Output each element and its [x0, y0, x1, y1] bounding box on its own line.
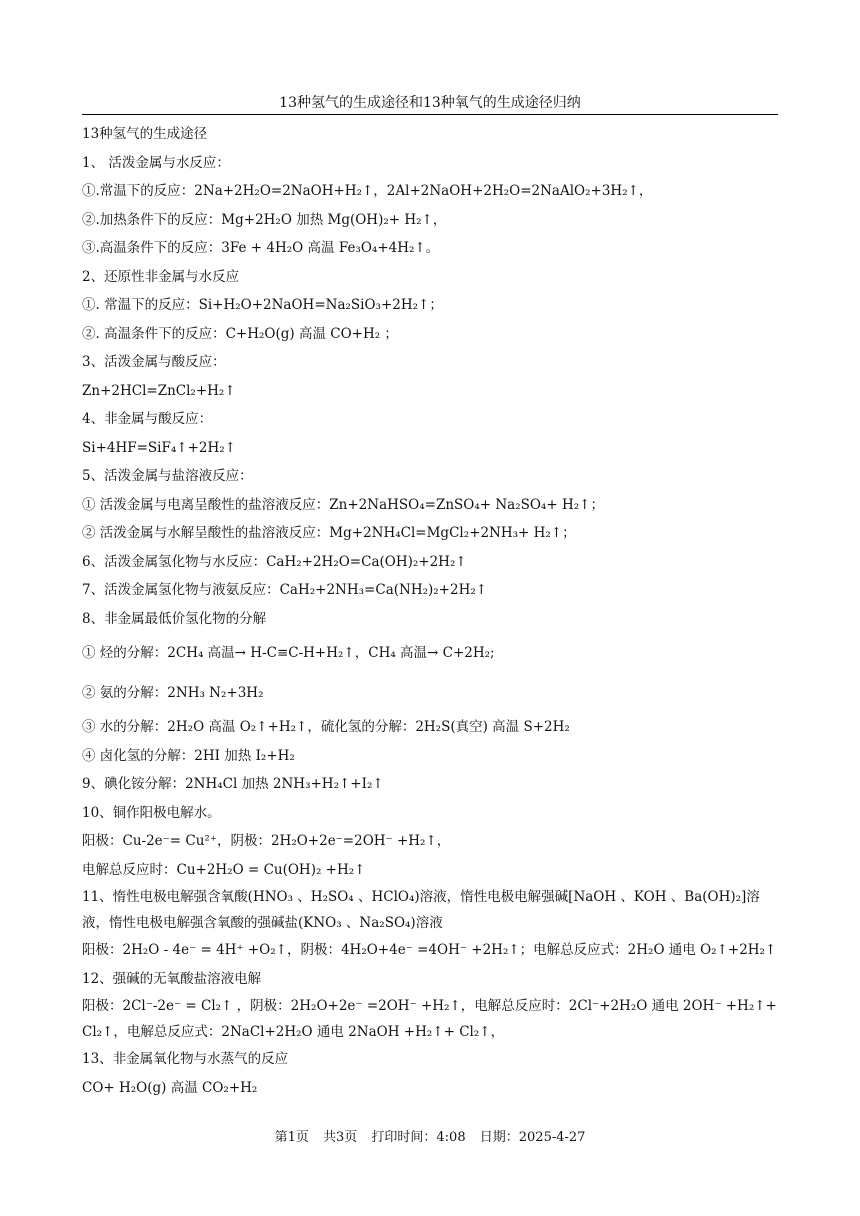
item-heading-8: 8、非金属最低价氢化物的分解 — [82, 610, 267, 627]
equation-line: 电解总反应时：Cu+2H₂O = Cu(OH)₂ +H₂↑ — [82, 861, 366, 878]
equation-line: ②.加热条件下的反应：Mg+2H₂O 加热 Mg(OH)₂+ H₂↑， — [82, 211, 447, 228]
equation-line: ② 氨的分解：2NH₃ N₂+3H₂ — [82, 685, 264, 701]
section-title: 13种氢气的生成途径 — [82, 126, 208, 142]
equation-line: ③ 水的分解：2H₂O 高温 O₂↑+H₂↑，硫化氢的分解：2H₂S(真空) 高温 S+2H₂ — [82, 719, 570, 735]
item-heading-5: 5、活泼金属与盐溶液反应： — [82, 468, 253, 484]
equation-line: ④ 卤化氢的分解：2HI 加热 I₂+H₂ — [82, 747, 295, 764]
equation-line: 阳极：Cu-2e⁻= Cu²⁺，阴极：2H₂O+2e⁻=2OH⁻ +H₂↑， — [82, 833, 451, 849]
item-heading-11: 11、惰性电极电解强含氧酸(HNO₃ 、H₂SO₄ 、HClO₄)溶液，惰性电极电解强碱[NaOH 、KOH 、Ba(OH)₂]溶液，惰性电极电解强含氧酸的强碱盐(KNO₃ 、Na₂SO₄)溶液 — [82, 889, 760, 931]
equation-line: Si+4HF=SiF₄↑+2H₂↑ — [82, 439, 236, 456]
item-heading-4: 4、非金属与酸反应： — [82, 411, 213, 427]
equation-line: Zn+2HCl=ZnCl₂+H₂↑ — [82, 382, 236, 399]
equation-line: ①.常温下的反应：2Na+2H₂O=2NaOH+H₂↑，2Al+2NaOH+2H₂O=2NaAlO₂+3H₂↑， — [82, 183, 653, 199]
item-heading-1: 1、 活泼金属与水反应： — [82, 154, 230, 171]
equation-line: 阳极：2Cl⁻-2e⁻ = Cl₂↑ ，阴极：2H₂O+2e⁻ =2OH⁻ +H₂↑，电解总反应时：2Cl⁻+2H₂O 通电 2OH⁻ +H₂↑+ Cl₂↑，电解总反应式：2NaCl+2H₂O 通电 2NaOH +H₂↑+ Cl₂↑， — [82, 998, 777, 1040]
print-time: 打印时间：4:08 — [371, 1130, 466, 1145]
item-heading-2: 2、还原性非金属与水反应 — [82, 268, 240, 285]
equation-line: ② 活泼金属与水解呈酸性的盐溶液反应：Mg+2NH₄Cl=MgCl₂+2NH₃+ H₂↑； — [82, 525, 576, 541]
item-heading-10: 10、铜作阳极电解水。 — [82, 804, 221, 821]
equation-line: ③.高温条件下的反应：3Fe + 4H₂O 高温 Fe₃O₄+4H₂↑。 — [82, 240, 440, 256]
page-total: 共3页 — [322, 1130, 358, 1145]
equation-line: CO+ H₂O(g) 高温 CO₂+H₂ — [82, 1079, 258, 1096]
print-date: 日期：2025-4-27 — [479, 1130, 586, 1145]
page-footer — [0, 1126, 860, 1145]
equation-line: ②. 高温条件下的反应：C+H₂O(g) 高温 CO+H₂ ； — [82, 325, 398, 342]
equation-line: ①. 常温下的反应：Si+H₂O+2NaOH=Na₂SiO₃+2H₂↑； — [82, 297, 443, 313]
item-heading-12: 12、强碱的无氧酸盐溶液电解 — [82, 970, 262, 987]
item-heading-7: 7、活泼金属氢化物与液氨反应：CaH₂+2NH₃=Ca(NH₂)₂+2H₂↑ — [82, 582, 488, 598]
document-title: 13种氢气的生成途径和13种氧气的生成途径归纳 — [279, 95, 581, 111]
equation-line: 阳极：2H₂O - 4e⁻ = 4H⁺ +O₂↑，阴极：4H₂O+4e⁻ =4OH⁻ +2H₂↑；电解总反应式：2H₂O 通电 O₂↑+2H₂↑ — [82, 942, 777, 958]
header-divider — [82, 114, 778, 115]
item-heading-3: 3、活泼金属与酸反应： — [82, 354, 226, 370]
document-body — [82, 120, 782, 1102]
item-heading-9: 9、碘化铵分解：2NH₄Cl 加热 2NH₃+H₂↑+I₂↑ — [82, 776, 384, 792]
item-heading-6: 6、活泼金属氢化物与水反应：CaH₂+2H₂O=Ca(OH)₂+2H₂↑ — [82, 553, 467, 570]
equation-line: ① 活泼金属与电离呈酸性的盐溶液反应：Zn+2NaHSO₄=ZnSO₄+ Na₂SO₄+ H₂↑； — [82, 496, 604, 513]
equation-line: ① 烃的分解：2CH₄ 高温→ H-C≡C-H+H₂↑，CH₄ 高温→ C+2H₂; — [82, 645, 495, 661]
item-heading-13: 13、非金属氧化物与水蒸气的反应 — [82, 1051, 289, 1067]
page-number: 第1页 — [274, 1130, 309, 1145]
